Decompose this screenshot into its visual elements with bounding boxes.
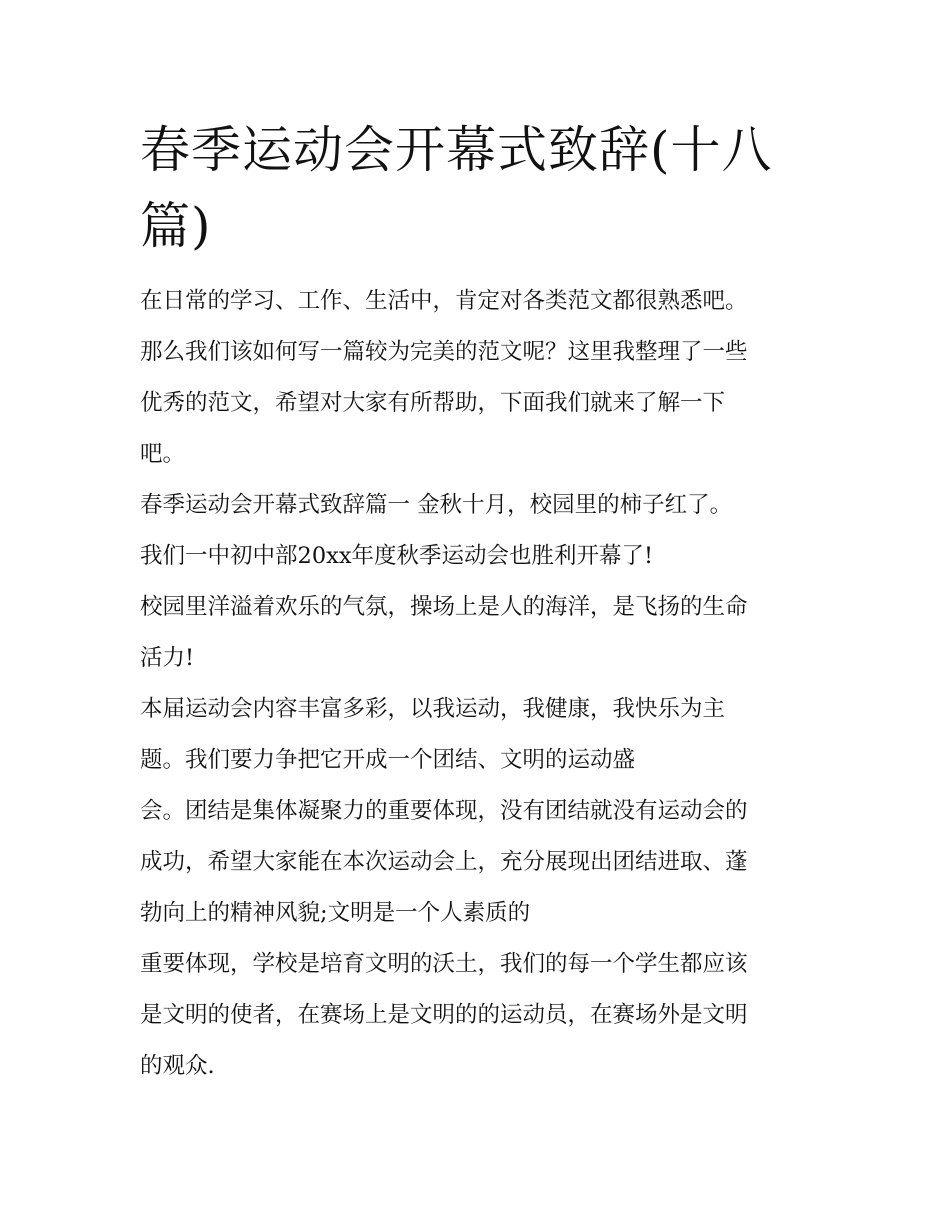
document-title: 春季运动会开幕式致辞(十八篇) [140, 121, 773, 255]
body-line: 的观众. [140, 1053, 215, 1079]
document-body [140, 276, 830, 1092]
body-line: 在日常的学习、工作、生活中，肯定对各类范文都很熟悉吧。 [140, 288, 748, 314]
body-line: 春季运动会开幕式致辞篇一 金秋十月，校园里的柿子红了。 [140, 492, 733, 518]
body-line: 题。我们要力争把它开成一个团结、文明的运动盛 [140, 747, 636, 773]
body-line: 活力! [140, 645, 195, 671]
body-line: 那么我们该如何写一篇较为完美的范文呢？这里我整理了一些 [140, 339, 748, 365]
body-line: 吧。 [140, 441, 186, 467]
body-line: 校园里洋溢着欢乐的气氛，操场上是人的海洋，是飞扬的生命 [140, 594, 748, 620]
body-line: 本届运动会内容丰富多彩，以我运动，我健康，我快乐为主 [140, 696, 726, 722]
body-line: 重要体现，学校是培育文明的沃土，我们的每一个学生都应该 [140, 951, 748, 977]
body-line: 勃向上的精神风貌;文明是一个人素质的 [140, 900, 531, 926]
body-line: 会。团结是集体凝聚力的重要体现，没有团结就没有运动会的 [140, 798, 748, 824]
body-line: 是文明的使者，在赛场上是文明的的运动员，在赛场外是文明 [140, 1002, 748, 1028]
body-line: 优秀的范文，希望对大家有所帮助，下面我们就来了解一下 [140, 390, 726, 416]
body-line: 成功，希望大家能在本次运动会上，充分展现出团结进取、蓬 [140, 849, 748, 875]
body-line: 我们一中初中部20xx年度秋季运动会也胜利开幕了! [140, 543, 654, 569]
